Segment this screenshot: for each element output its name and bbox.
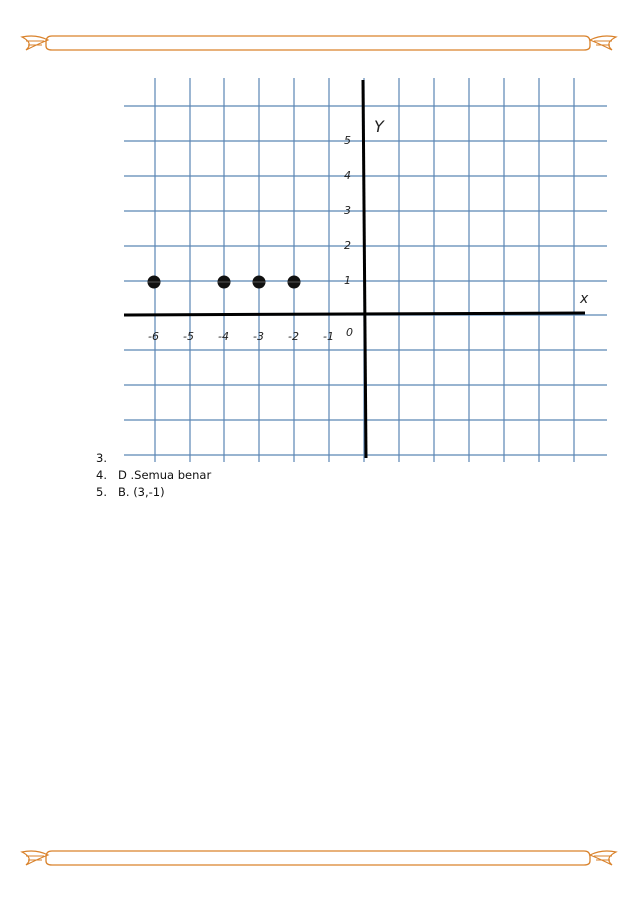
x-tick-label: -3 <box>253 330 264 343</box>
y-tick-label: 3 <box>344 204 351 217</box>
answer-item-4 <box>96 467 211 484</box>
answer-number: 4. <box>96 468 107 482</box>
y-tick-label: 2 <box>344 239 351 252</box>
answer-text: B. (3,-1) <box>118 485 165 499</box>
answer-list <box>96 450 211 501</box>
answer-text: D .Semua benar <box>118 468 212 482</box>
bottom-scroll-border <box>0 843 638 873</box>
plot-points <box>148 276 301 289</box>
x-axis-label: x <box>580 291 589 307</box>
x-tick-label: -2 <box>288 330 299 343</box>
x-axis <box>124 313 585 315</box>
answer-item-5 <box>96 484 211 501</box>
x-tick-label: -4 <box>218 330 229 343</box>
x-tick-label: -6 <box>148 330 159 343</box>
answer-item-3 <box>96 450 211 467</box>
y-tick-label: 4 <box>344 169 351 182</box>
y-tick-label: 1 <box>344 274 351 287</box>
answer-number: 3. <box>96 451 107 465</box>
y-axis-label: Y <box>374 117 384 136</box>
x-tick-labels <box>148 330 334 343</box>
answer-number: 5. <box>96 485 107 499</box>
y-tick-label: 5 <box>344 134 351 147</box>
x-tick-label: -1 <box>323 330 334 343</box>
y-tick-labels <box>344 134 351 287</box>
origin-label: 0 <box>346 326 353 339</box>
x-tick-label: -5 <box>183 330 194 343</box>
